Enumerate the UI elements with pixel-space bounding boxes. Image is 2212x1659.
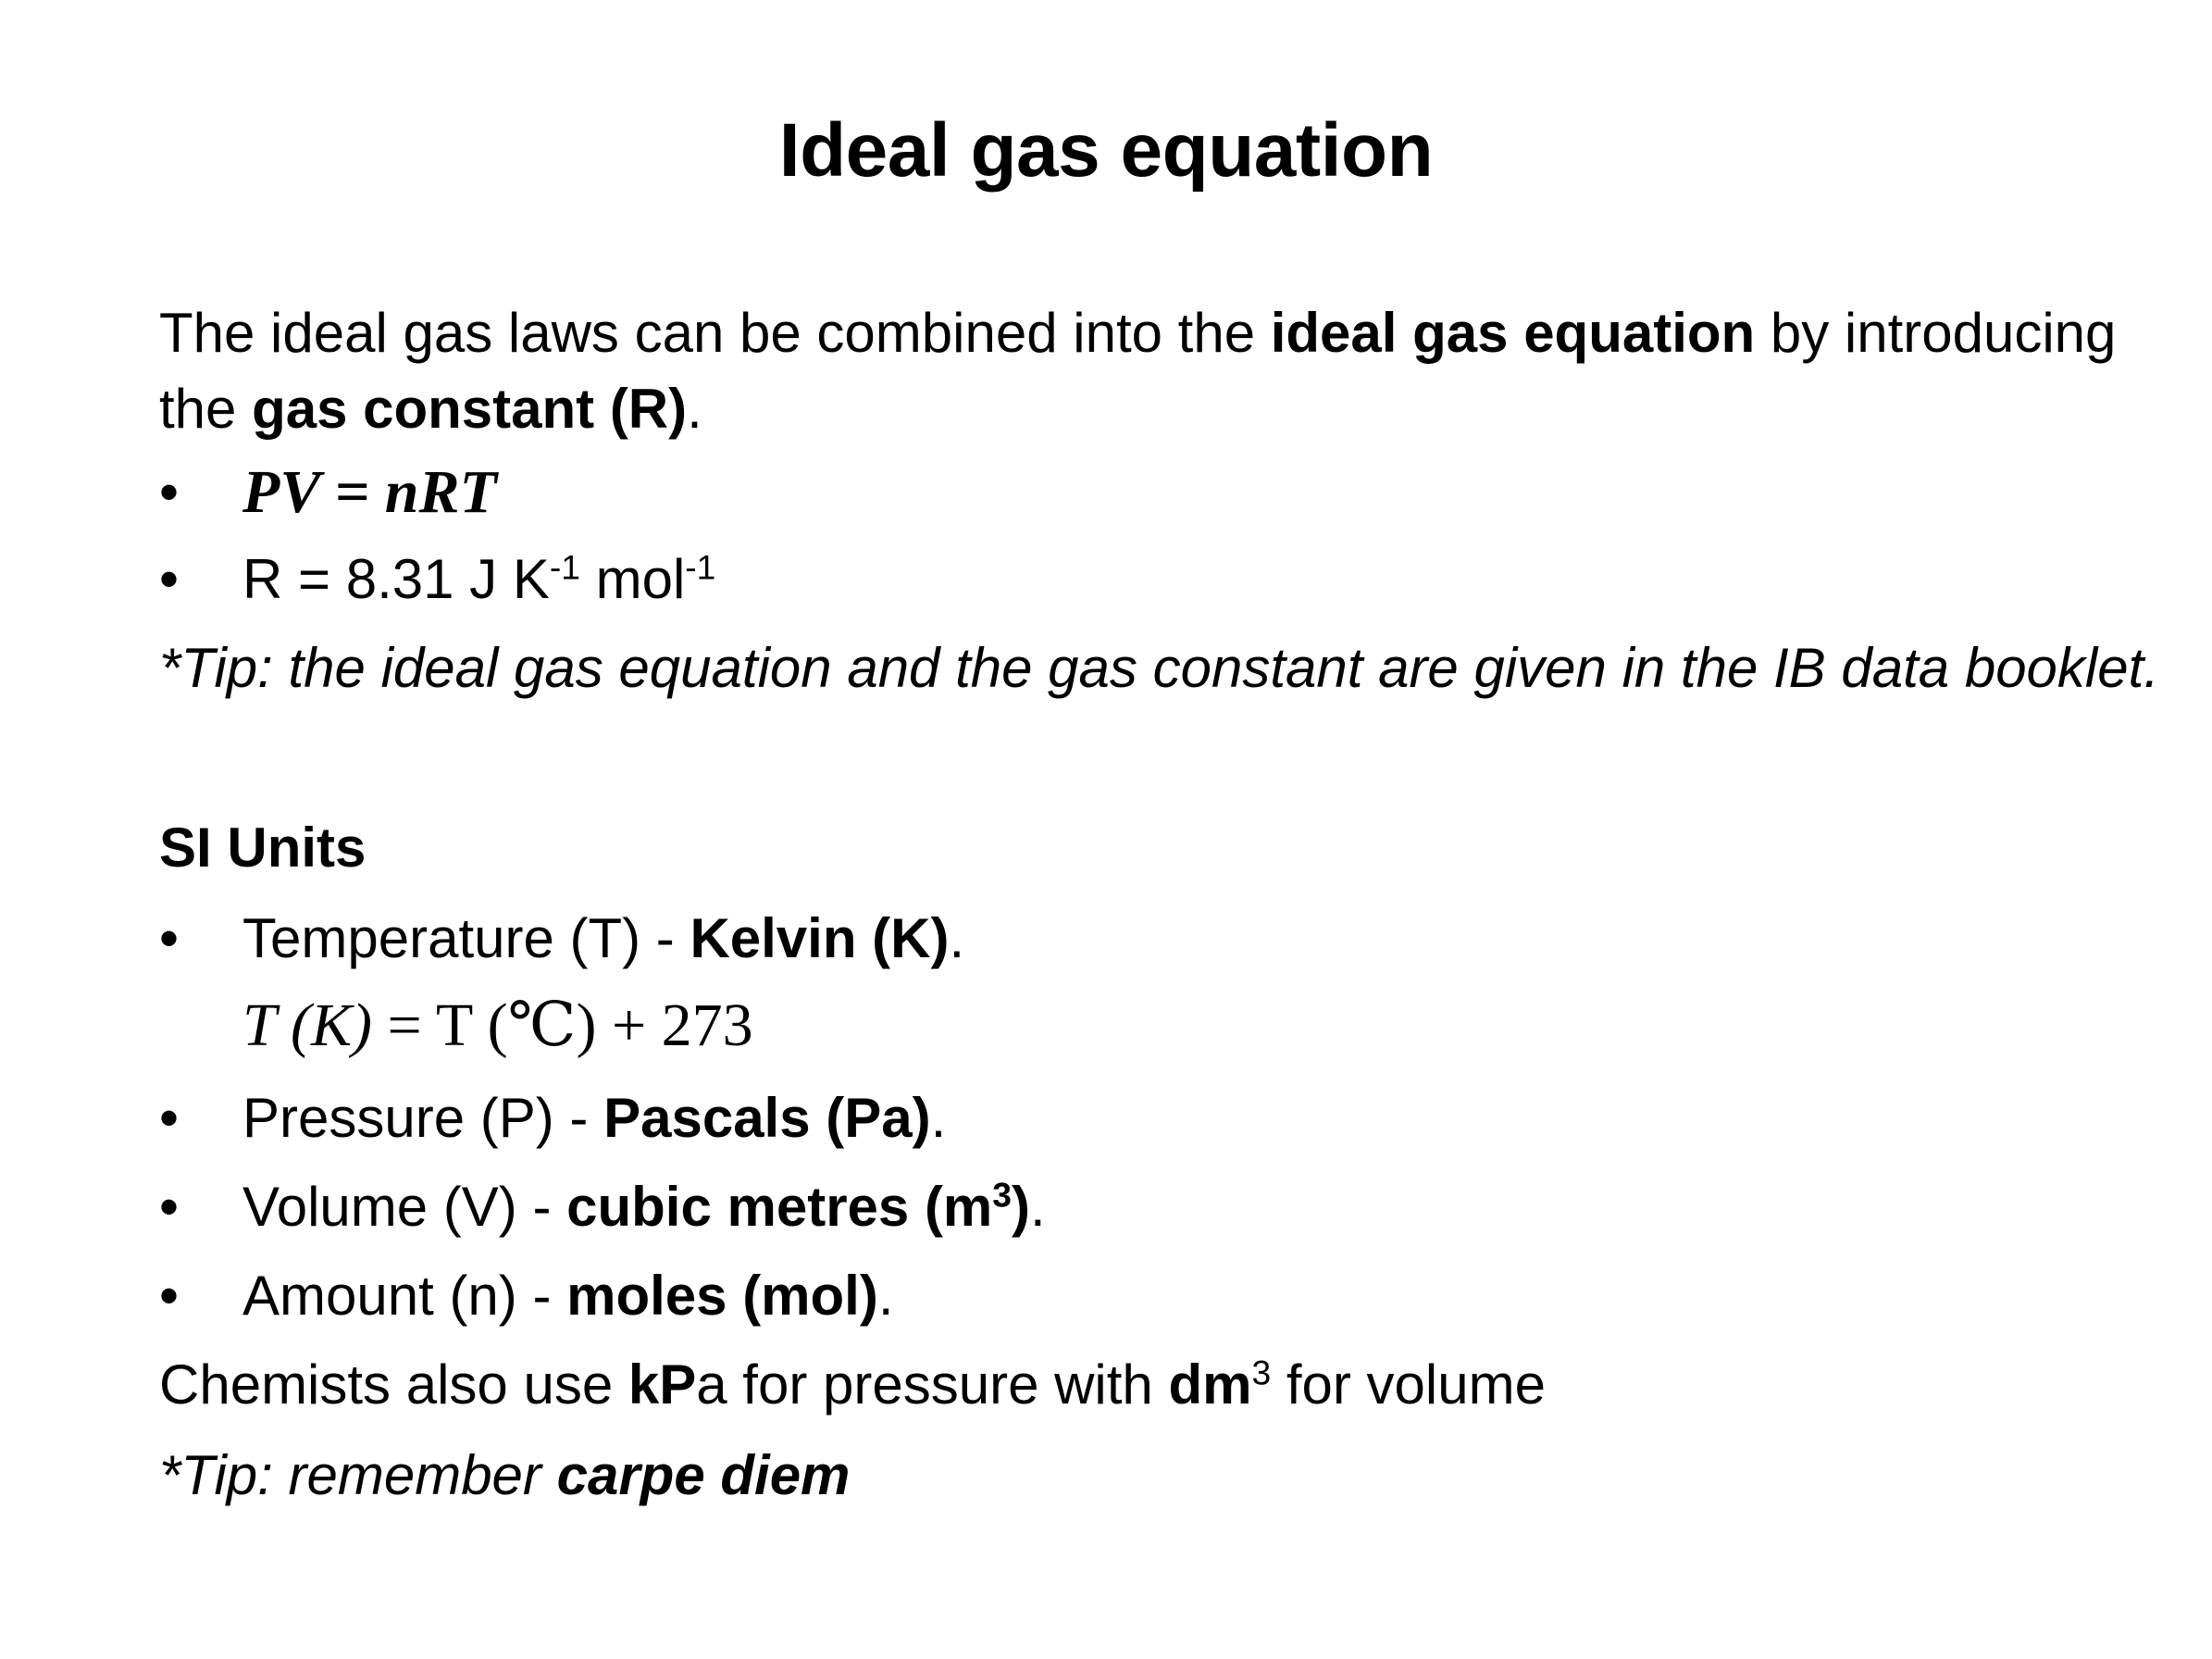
slide: Ideal gas equation The ideal gas laws can be combined into the ideal gas equation by introducing the gas constant (R). • PV = nRT • R = 8.31 J $K^{-1}$ mol$^{-1}$ *Tip: the ideal gas equation and the gas constant are given in the IB data booklet. SI Units • Temperature (T) - Kelvin (K). T (K) = T (℃) + 273 • Pressure (P) - Pascals (Pa). • Volume (V) - cubic metres $(m^3)$. • Amount (n) - moles (mol). Chemists also use kPa for pressure with $dm^3$ for volume *Tip: remember carpe diem xyxy=(0,0,2212,1659)
bullet: • xyxy=(159,907,180,969)
intro-text: . xyxy=(687,378,702,440)
intro-line-1 xyxy=(159,296,2116,370)
si-units-heading: SI Units xyxy=(159,817,367,879)
intro-bold-term: ideal gas equation xyxy=(1270,302,1756,364)
ideal-gas-equation: PV = nRT xyxy=(242,458,497,526)
bullet: • xyxy=(159,1176,180,1238)
intro-bold-term: gas constant (R) xyxy=(252,378,688,440)
slide-title: Ideal gas equation xyxy=(778,108,1434,193)
bullet: • xyxy=(159,548,180,610)
bullet: • xyxy=(159,461,180,523)
chemists-note: Chemists also use kPa for pressure with $dm^3$ for volume xyxy=(159,1353,1546,1416)
tip-data-booklet: *Tip: the ideal gas equation and the gas constant are given in the IB data booklet. xyxy=(159,637,2159,699)
intro-text: The ideal gas laws can be combined into the xyxy=(159,302,1271,364)
intro-line-2 xyxy=(159,372,702,446)
bullet: • xyxy=(159,1265,180,1327)
intro-text: the xyxy=(159,378,253,440)
tip-carpe-diem: *Tip: remember carpe diem xyxy=(159,1444,851,1506)
gas-constant-value: R = 8.31 J $K^{-1}$ mol$^{-1}$ xyxy=(242,547,716,610)
intro-text: by introducing xyxy=(1755,302,2117,364)
bullet: • xyxy=(159,1087,180,1149)
